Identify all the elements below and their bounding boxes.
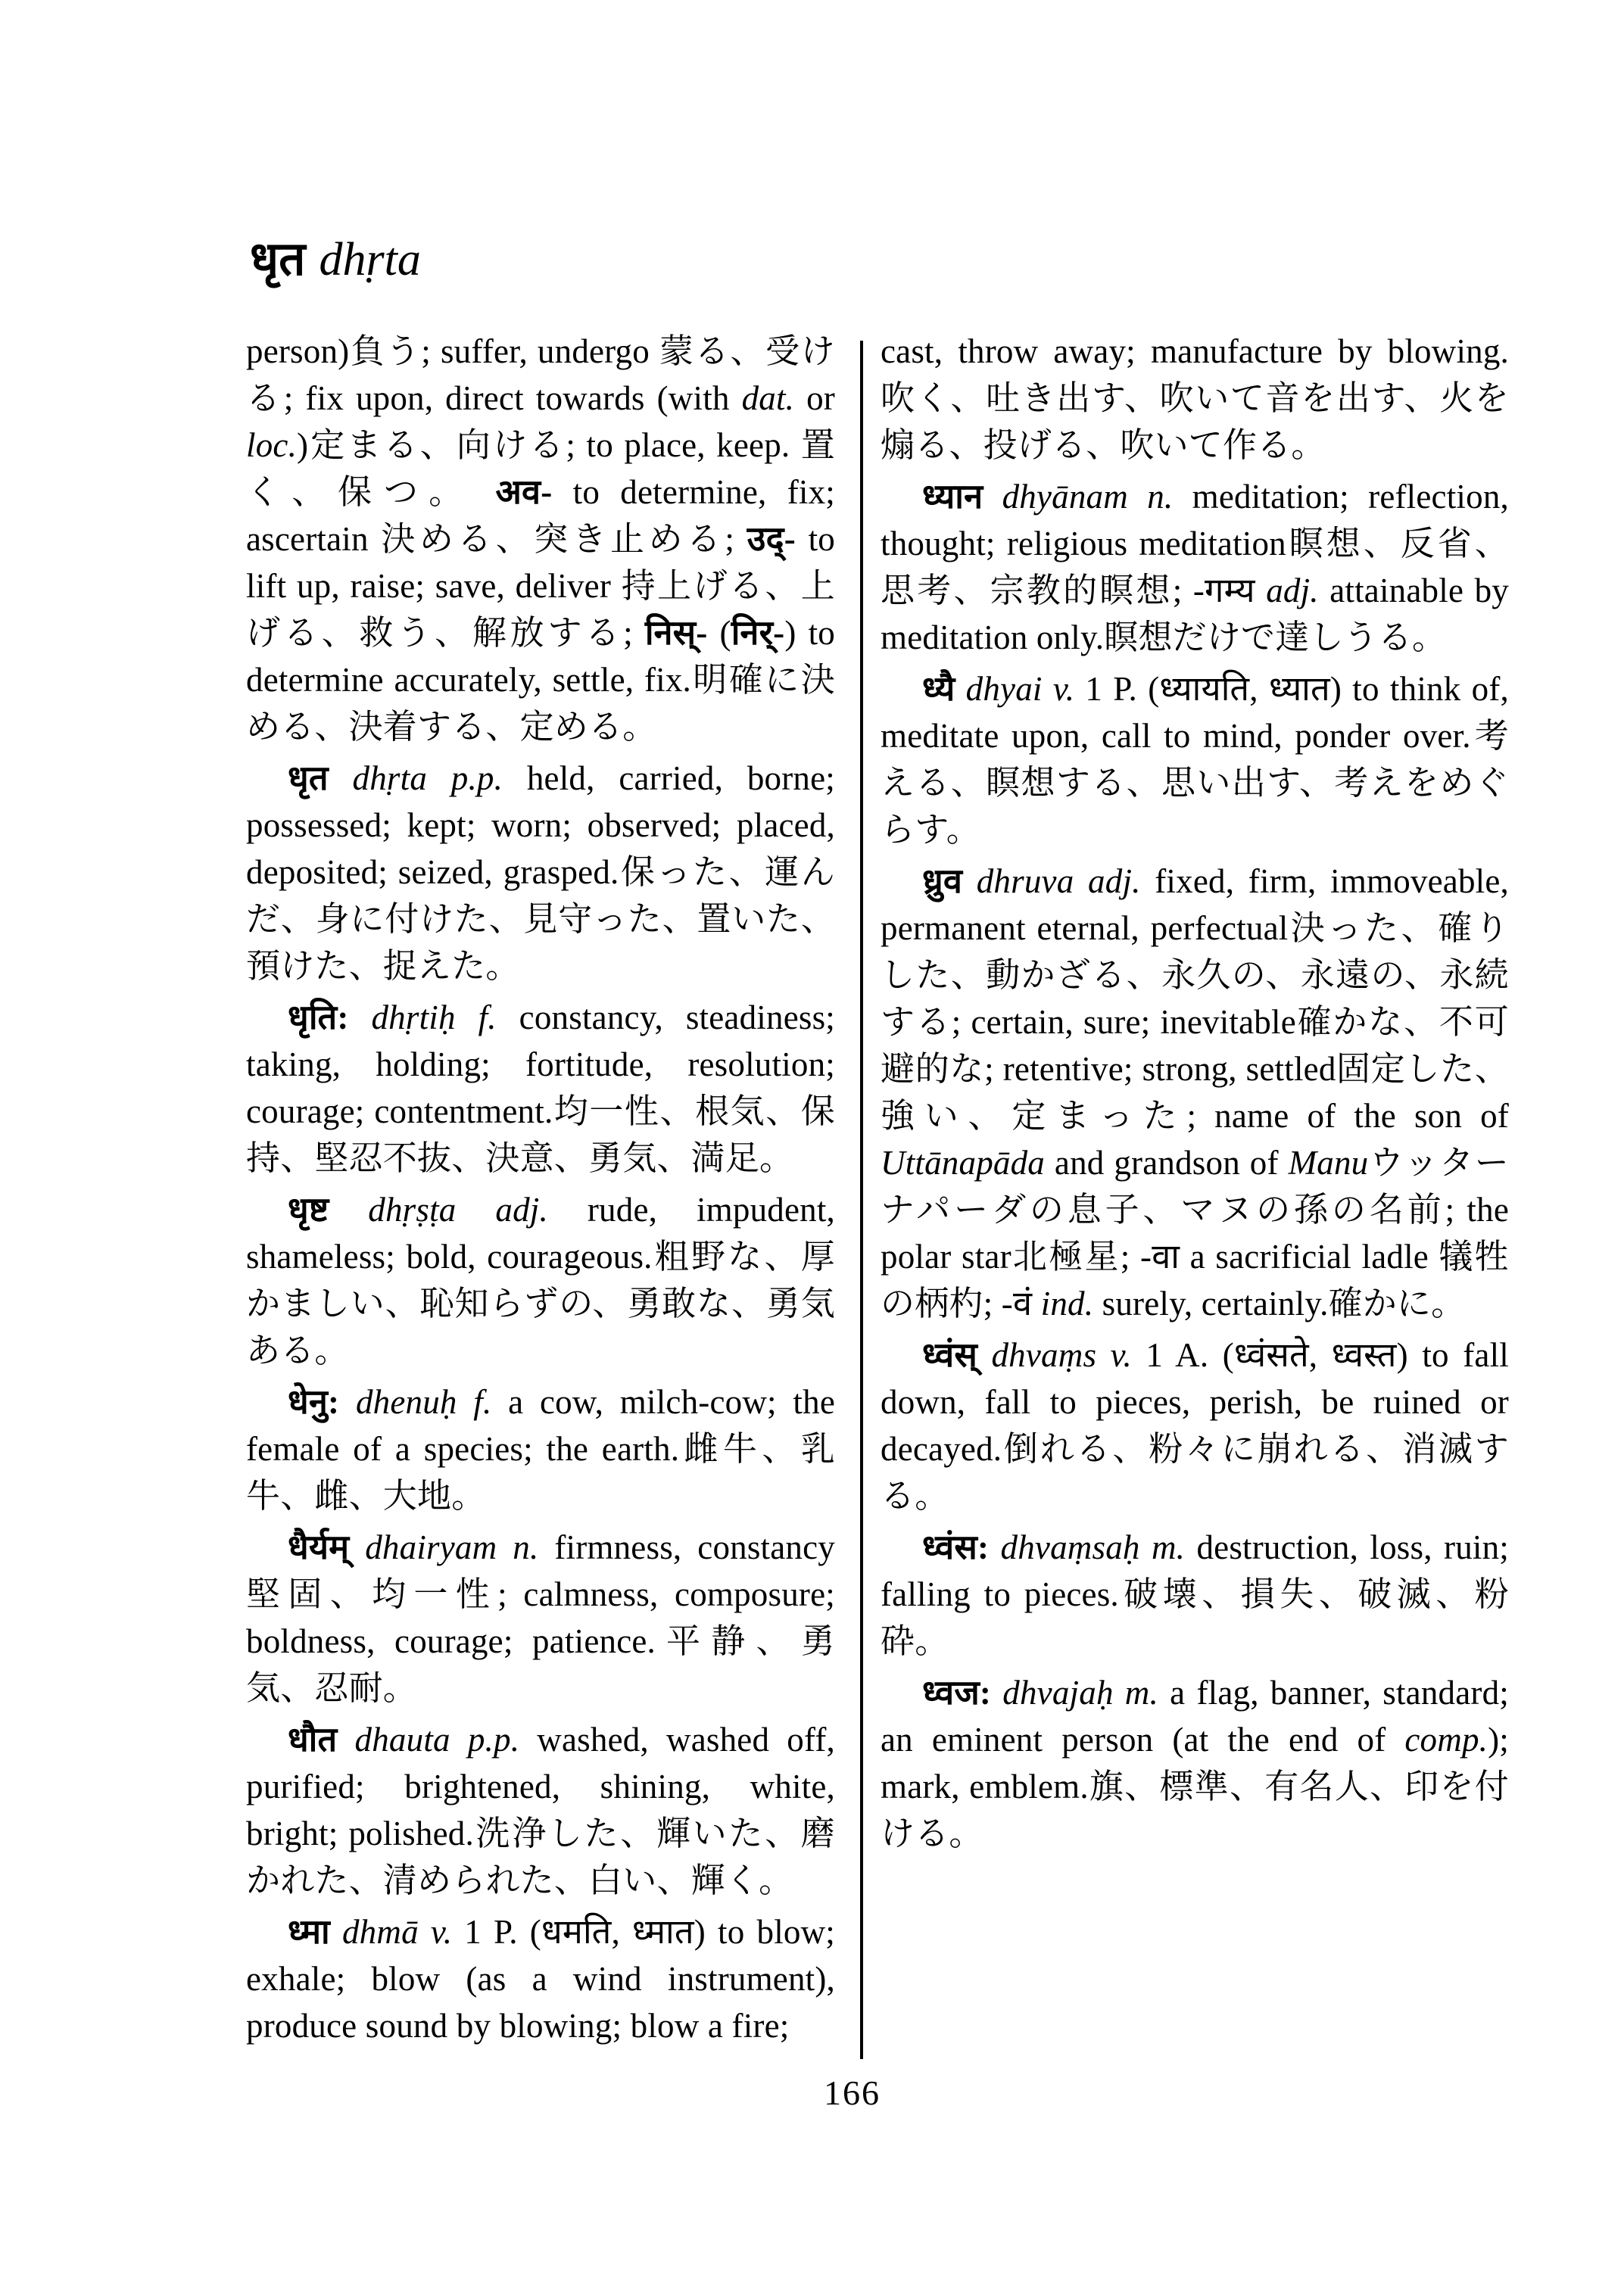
italic-text: adj. <box>1266 572 1319 609</box>
italic-text: dhairyam n. <box>365 1528 539 1566</box>
italic-text: dhṛta p.p. <box>352 759 503 797</box>
italic-text: comp. <box>1404 1721 1488 1759</box>
body-text: cast, throw away; manufacture by blowing.吹く、吐き出す、吹いて音を出す、火を煽る、投げる、吹いて作る。 <box>881 332 1509 464</box>
devanagari-text: -गम्य <box>1192 572 1255 609</box>
body-text: a cow, milch-cow; the female of a species; the earth.雌牛、乳牛、雌、大地。 <box>246 1383 835 1515</box>
body-text: ( <box>707 614 731 652</box>
body-text: fixed, firm, immoveable, permanent eternal, perfectual決った、確りした、動かざる、永久の、永遠の、永続する; certain, sure; inevitable確かな、不可避的な; retentive; strong, settled固定した、強い、定まった; name of the son of <box>881 862 1509 1135</box>
body-text <box>337 1721 354 1759</box>
body-text: 1 A. ( <box>1131 1336 1234 1374</box>
body-text <box>339 1383 356 1421</box>
body-text: 1 P. ( <box>452 1913 541 1951</box>
body-text: washed, washed off, purified; brightened, shining, white, bright; polished.洗浄した、輝いた、磨かれた、清められた、白い、輝く。 <box>246 1721 836 1899</box>
body-text: )定まる、向ける; to place, keep. 置く、保つ。 <box>246 426 835 511</box>
body-text: ウッターナパーダの息子、マヌの孫の名前; the polar star北極星; <box>881 1144 1509 1276</box>
body-text: a flag, banner, standard; an eminent person (at the end of <box>881 1674 1509 1759</box>
body-text: ) to think of, meditate upon, call to mind, ponder over.考える、瞑想する、思い出す、考えをめぐらす。 <box>881 670 1509 849</box>
body-text <box>983 478 1002 516</box>
body-text: ) to determine accurately, settle, fix.明確に決める、決着する、定める。 <box>246 614 836 746</box>
body-text <box>977 1336 992 1374</box>
italic-text: Uttānapāda <box>881 1144 1046 1182</box>
left-column <box>246 328 835 2049</box>
italic-text: dhenuḥ f. <box>355 1383 492 1421</box>
headword-devanagari: धेनु: <box>288 1383 340 1421</box>
headword-devanagari: धौत <box>288 1721 338 1759</box>
dictionary-entry <box>881 858 1509 1327</box>
body-text: held, carried, borne; possessed; kept; worn; observed; placed, deposited; seized, grasped.保った、運んだ、身に付けた、見守った、置いた、預けた、捉えた。 <box>246 759 835 985</box>
body-text: destruction, loss, ruin; falling to pieces.破壊、損失、破滅、粉砕。 <box>881 1528 1510 1660</box>
italic-text: dhmā v. <box>341 1913 453 1951</box>
headword-devanagari: ध्वंस: <box>922 1528 990 1566</box>
page-number: 166 <box>824 2073 881 2112</box>
dictionary-entry <box>246 755 835 989</box>
headword-devanagari: ध्वंस् <box>922 1336 977 1374</box>
dictionary-entry <box>881 665 1509 853</box>
dictionary-entry <box>246 328 835 750</box>
body-text: person)負う; suffer, undergo 蒙る、受ける; fix upon, direct towards (with <box>246 332 835 417</box>
headword-devanagari: ध्वज: <box>922 1674 992 1712</box>
italic-text: ind. <box>1040 1285 1094 1323</box>
dictionary-entry <box>881 1332 1509 1519</box>
devanagari-text: ध्वंसते, ध्वस्त <box>1233 1336 1397 1374</box>
dictionary-entry <box>246 1908 835 2049</box>
headword-devanagari: धृष्ट <box>288 1191 329 1229</box>
dictionary-entry <box>246 1716 835 1904</box>
headword-devanagari: निर्- <box>731 614 785 652</box>
body-text: and grandson of <box>1045 1144 1289 1182</box>
headword-devanagari: निस्- <box>644 614 708 652</box>
italic-text: dhṛtiḥ f. <box>371 999 497 1036</box>
body-text <box>329 759 353 797</box>
body-text: ) to fall down, fall to pieces, perish, be ruined or decayed.倒れる、粉々に崩れる、消滅する。 <box>881 1336 1509 1515</box>
headword-devanagari: धृति: <box>288 999 349 1036</box>
body-text: a sacrificial ladle 犠牲の柄杓; <box>881 1238 1509 1323</box>
body-text: ) to blow; exhale; blow (as a wind instrument), produce sound by blowing; blow a fire; <box>246 1913 836 2045</box>
headword-devanagari: ध्रुव <box>922 862 963 900</box>
italic-text: dhruva adj. <box>976 862 1141 900</box>
italic-text: dhyānam n. <box>1002 478 1174 516</box>
headword-devanagari: ध्यान <box>922 478 983 516</box>
body-text: to determine, fix; ascertain 決める、突き止める; <box>246 473 835 558</box>
body-text: surely, certainly.確かに。 <box>1093 1285 1466 1323</box>
body-text <box>349 1528 365 1566</box>
dictionary-entry <box>881 1524 1509 1665</box>
right-column <box>881 328 1509 1857</box>
headword-devanagari: अव- <box>495 473 553 511</box>
italic-text: dhauta p.p. <box>354 1721 520 1759</box>
devanagari-text: -वा <box>1140 1238 1180 1276</box>
dictionary-entry <box>246 994 835 1182</box>
italic-text: dhvaṃs v. <box>991 1336 1132 1374</box>
body-text: attainable by meditation only.瞑想だけで達しうる。 <box>881 572 1509 656</box>
body-text <box>962 862 977 900</box>
headword-devanagari: उद्- <box>747 520 796 558</box>
italic-text: loc. <box>246 426 298 464</box>
body-text <box>955 670 965 708</box>
body-text: 1 P. ( <box>1074 670 1160 708</box>
dictionary-entry <box>881 473 1509 661</box>
italic-text: dhyai v. <box>965 670 1075 708</box>
dictionary-entry <box>246 1524 835 1712</box>
italic-text: dhvajaḥ m. <box>1002 1674 1158 1712</box>
italic-text: Manu <box>1288 1144 1369 1182</box>
italic-text: dhṛṣṭa adj. <box>368 1191 548 1229</box>
page-header-headword <box>250 233 421 286</box>
italic-text: dhvaṃsaḥ m. <box>1000 1528 1186 1566</box>
body-text: constancy, steadiness; taking, holding; fortitude, resolution; courage; contentment.均一性、根気、保持、堅忍不抜、決意、勇気、満足。 <box>246 999 835 1177</box>
headword-devanagari: ध्मा <box>288 1913 330 1951</box>
devanagari-text: ध्यायति, ध्यात <box>1159 670 1330 708</box>
dictionary-entry <box>881 1669 1509 1857</box>
body-text <box>1032 1285 1040 1323</box>
devanagari-text: -वं <box>1001 1285 1033 1323</box>
dictionary-entry <box>881 328 1509 469</box>
dictionary-entry <box>246 1379 835 1519</box>
header-devanagari: धृत <box>250 234 306 285</box>
body-text <box>349 999 372 1036</box>
italic-text: dat. <box>741 379 795 417</box>
header-transliteration: dhṛta <box>319 234 421 285</box>
body-text: meditation; reflection, thought; religious meditation瞑想、反省、思考、宗教的瞑想; <box>881 478 1509 609</box>
body-text <box>329 1191 368 1229</box>
body-text <box>989 1528 1000 1566</box>
body-text <box>991 1674 1002 1712</box>
body-text: rude, impudent, shameless; bold, courageous.粗野な、厚かましい、恥知らずの、勇敢な、勇気ある。 <box>246 1191 835 1369</box>
column-divider-rule <box>860 341 863 2059</box>
body-text: ); mark, emblem.旗、標準、有名人、印を付ける。 <box>881 1721 1509 1852</box>
devanagari-text: धमति, ध्मात <box>541 1913 694 1951</box>
headword-devanagari: धृत <box>288 759 329 797</box>
headword-devanagari: धैर्यम् <box>288 1528 350 1566</box>
body-text: firmness, constancy 堅固、均一性; calmness, composure; boldness, courage; patience.平静、勇気、忍耐。 <box>246 1528 836 1707</box>
body-text <box>330 1913 342 1951</box>
dictionary-entry <box>246 1186 835 1374</box>
body-text: to lift up, raise; save, deliver 持上げる、上げる、救う、解放する; <box>246 520 835 652</box>
headword-devanagari: ध्यै <box>922 670 955 708</box>
body-text <box>1255 572 1266 609</box>
body-text: or <box>794 379 835 417</box>
